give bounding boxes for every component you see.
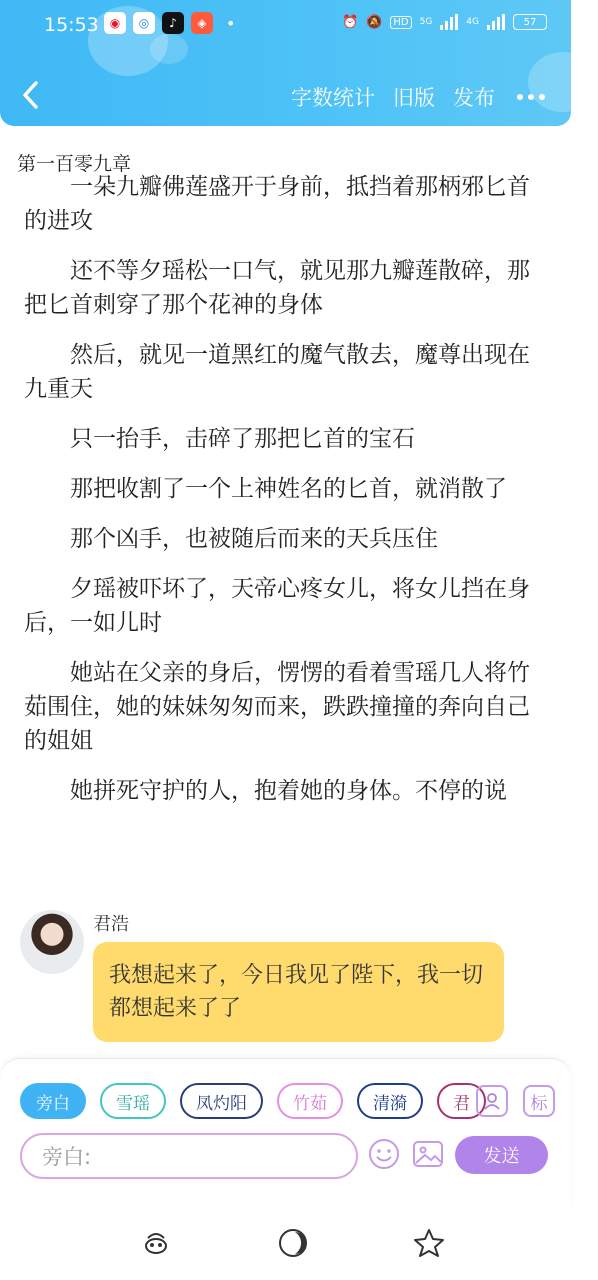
tag-button[interactable]: 标 [523,1085,555,1117]
role-chip-narration[interactable]: 旁白 [20,1083,86,1119]
role-chips [20,1083,470,1123]
person-icon [482,1091,502,1111]
image-icon[interactable] [411,1137,445,1171]
more-notifications-dot: • [226,13,236,33]
signal-4g-icon [487,14,505,30]
content-paragraph: 那个凶手，也被随后而来的天兵压住 [70,526,438,552]
status-app-icons [104,12,235,34]
star-icon[interactable] [412,1226,446,1260]
chapter-title[interactable]: 第一百零九章 [17,153,132,175]
decor-bubble [150,34,188,64]
content-paragraph: 然后，就见一道黑红的魔气散去，魔尊出现在九重天 [24,342,530,402]
network-4g-label: 4G [466,17,479,27]
more-menu-icon[interactable] [517,94,545,100]
game-icon: ◈ [191,12,213,34]
role-chip-xueyao[interactable]: 雪瑶 [100,1083,166,1119]
content-paragraph: 那把收割了一个上神姓名的匕首，就消散了 [70,476,507,502]
hd-badge: HD [390,16,411,29]
header-actions [291,82,545,112]
moon-icon[interactable] [276,1226,310,1260]
chapter-content[interactable] [24,174,539,888]
role-chip-zhuru[interactable]: 竹茹 [277,1083,343,1119]
word-count-button[interactable]: 字数统计 [291,86,375,110]
old-version-button[interactable]: 旧版 [393,86,435,110]
network-5g-label: 5G [419,17,433,27]
content-paragraph: 她拼死守护的人，抱着她的身体。不停的说 [70,778,507,804]
top-header [0,0,571,126]
input-panel [0,1058,571,1208]
add-role-button[interactable] [476,1085,508,1117]
dialogue-bubble[interactable]: 我想起来了，今日我见了陛下，我一切都想起来了了 [93,942,504,1042]
alarm-icon: ⏰ [341,14,359,30]
role-chip-jun[interactable]: 君 [437,1083,486,1119]
avatar[interactable] [20,910,84,974]
bottom-navigation [0,1208,571,1280]
speaker-name: 君浩 [93,914,129,935]
content-paragraph: 还不等夕瑶松一口气，就见那九瓣莲散碎，那把匕首刺穿了那个花神的身体 [24,258,530,318]
weibo-icon: ◉ [104,12,126,34]
battery-indicator: 57 [513,14,547,30]
send-button[interactable]: 发送 [455,1136,548,1174]
content-paragraph: 夕瑶被吓坏了，天帝心疼女儿，将女儿挡在身后，一如儿时 [24,576,530,636]
publish-button[interactable]: 发布 [453,86,495,110]
role-mask-icon[interactable] [139,1226,173,1260]
mute-icon: 🔕 [366,14,383,30]
message-input[interactable]: 旁白: [20,1133,358,1179]
status-time: 15:53 [44,14,99,36]
content-paragraph: 只一抬手，击碎了那把匕首的宝石 [70,426,415,452]
role-chip-fengzhuoyang[interactable]: 凤灼阳 [180,1083,263,1119]
role-chip-qingyi[interactable]: 清漪 [357,1083,423,1119]
signal-5g-icon [440,14,458,30]
content-paragraph: 她站在父亲的身后，愣愣的看着雪瑶几人将竹茹围住，她的妹妹匆匆而来，跌跌撞撞的奔向自己的姐姐 [24,660,530,754]
browser-icon: ◎ [133,12,155,34]
status-indicators [342,14,547,30]
back-arrow-icon[interactable] [20,80,42,110]
content-paragraph: 一朵九瓣佛莲盛开于身前，抵挡着那柄邪匕首的进攻 [24,174,530,234]
emoji-icon[interactable] [367,1137,401,1171]
tiktok-icon: ♪ [162,12,184,34]
